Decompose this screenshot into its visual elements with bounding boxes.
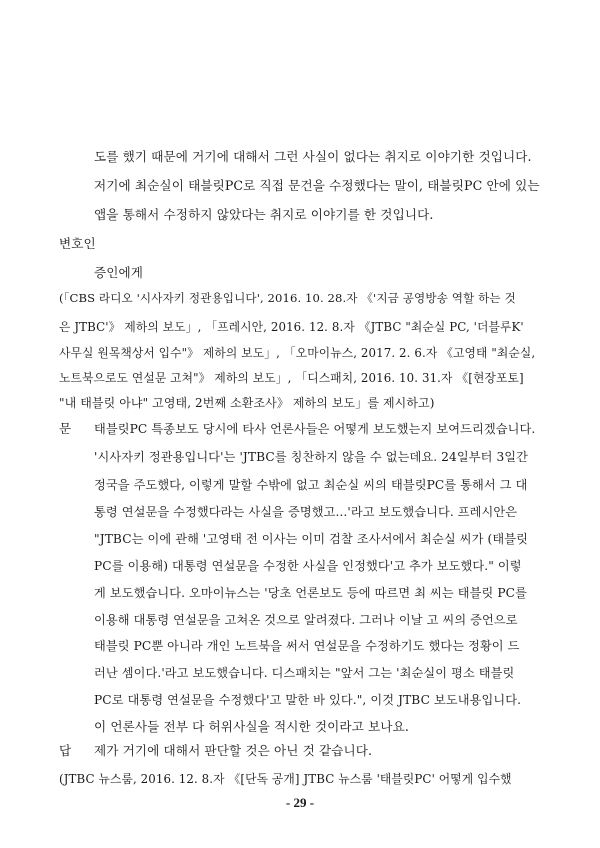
text-line: 도를 했기 때문에 거기에 대해서 그런 사실이 없다는 취지로 이야기한 것입니다. xyxy=(94,149,532,164)
text-line: 은 JTBC'》 제하의 보도」, 「프레시안, 2016. 12. 8.자 《JTBC "최순실 PC, '더블루K' xyxy=(59,320,524,334)
text-line: 앱을 통해서 수정하지 않았다는 취지로 이야기를 한 것입니다. xyxy=(94,207,434,222)
text-line: 정국을 주도했다, 이렇게 말할 수밖에 없고 최순실 씨의 태블릿PC를 통해서 그 대 xyxy=(94,478,528,492)
speaker-label: 변호인 xyxy=(59,236,96,251)
text-line: 증인에게 xyxy=(94,265,144,280)
speaker-label: 문 xyxy=(59,421,72,436)
text-line: PC로 대통령 연설문을 수정했다'고 말한 바 있다.", 이것 JTBC 보도내용입니다. xyxy=(94,693,522,707)
text-line: (「CBS 라디오 '시사자키 정관용입니다', 2016. 10. 28.자 《'지금 공영방송 역할 하는 것 xyxy=(59,291,516,305)
text-line: (JTBC 뉴스룸, 2016. 12. 8.자 《[단독 공개] JTBC 뉴스룸 '태블릿PC' 어떻게 입수했 xyxy=(59,772,512,786)
page-number: - 29 - xyxy=(285,795,315,810)
text-line: 게 보도했습니다. 오마이뉴스는 '당초 언론보도 등에 따르면 최 씨는 태블릿 PC를 xyxy=(94,586,527,600)
text-line: '시사자키 정관용입니다'는 'JTBC를 칭찬하지 않을 수 없는데요. 24일부터 3일간 xyxy=(94,450,529,464)
text-line: 저기에 최순실이 태블릿PC로 직접 문건을 수정했다는 말이, 태블릿PC 안에 있는 xyxy=(94,178,540,193)
text-line: "JTBC는 이에 관해 '고영태 전 이사는 이미 검찰 조사서에서 최순실 씨가 (태블릿 xyxy=(94,532,528,546)
text-line: 통령 연설문을 수정했다라는 사실을 증명했고...'라고 보도했습니다. 프레시안은 xyxy=(94,505,518,519)
text-line: 사무실 원목책상서 입수"》 제하의 보도」, 「오마이뉴스, 2017. 2. 6.자 《고영태 "최순실, xyxy=(59,346,536,360)
text-line: 태블릿 PC뿐 아니라 개인 노트북을 써서 연설문을 수정하기도 했다는 정황이 드 xyxy=(94,639,520,653)
text-line: 러난 셈이다.'라고 보도했습니다. 디스패치는 "앞서 그는 '최순실이 평소 태블릿 xyxy=(94,666,515,680)
text-line: PC를 이용해) 대통령 연설문을 수정한 사실을 인정했다'고 추가 보도했다." 이렇 xyxy=(94,559,522,573)
text-line: 이용해 대통령 연설문을 고쳐온 것으로 알려졌다. 그러나 이날 고 씨의 증언으로 xyxy=(94,613,518,627)
text-line: 이 언론사들 전부 다 허위사실을 적시한 것이라고 보나요. xyxy=(94,719,409,734)
speaker-label: 답 xyxy=(59,743,72,758)
text-line: 노트북으로도 연설문 고쳐"》 제하의 보도」, 「디스패치, 2016. 10. 31.자 《[현장포토] xyxy=(59,371,524,385)
text-line: 태블릿PC 특종보도 당시에 타사 언론사들은 어떻게 보도했는지 보여드리겠습니다. xyxy=(94,422,536,436)
text-line: 제가 거기에 대해서 판단할 것은 아닌 것 같습니다. xyxy=(94,743,373,758)
text-line: "내 태블릿 아냐" 고영태, 2번째 소환조사》 제하의 보도」를 제시하고) xyxy=(59,396,435,410)
